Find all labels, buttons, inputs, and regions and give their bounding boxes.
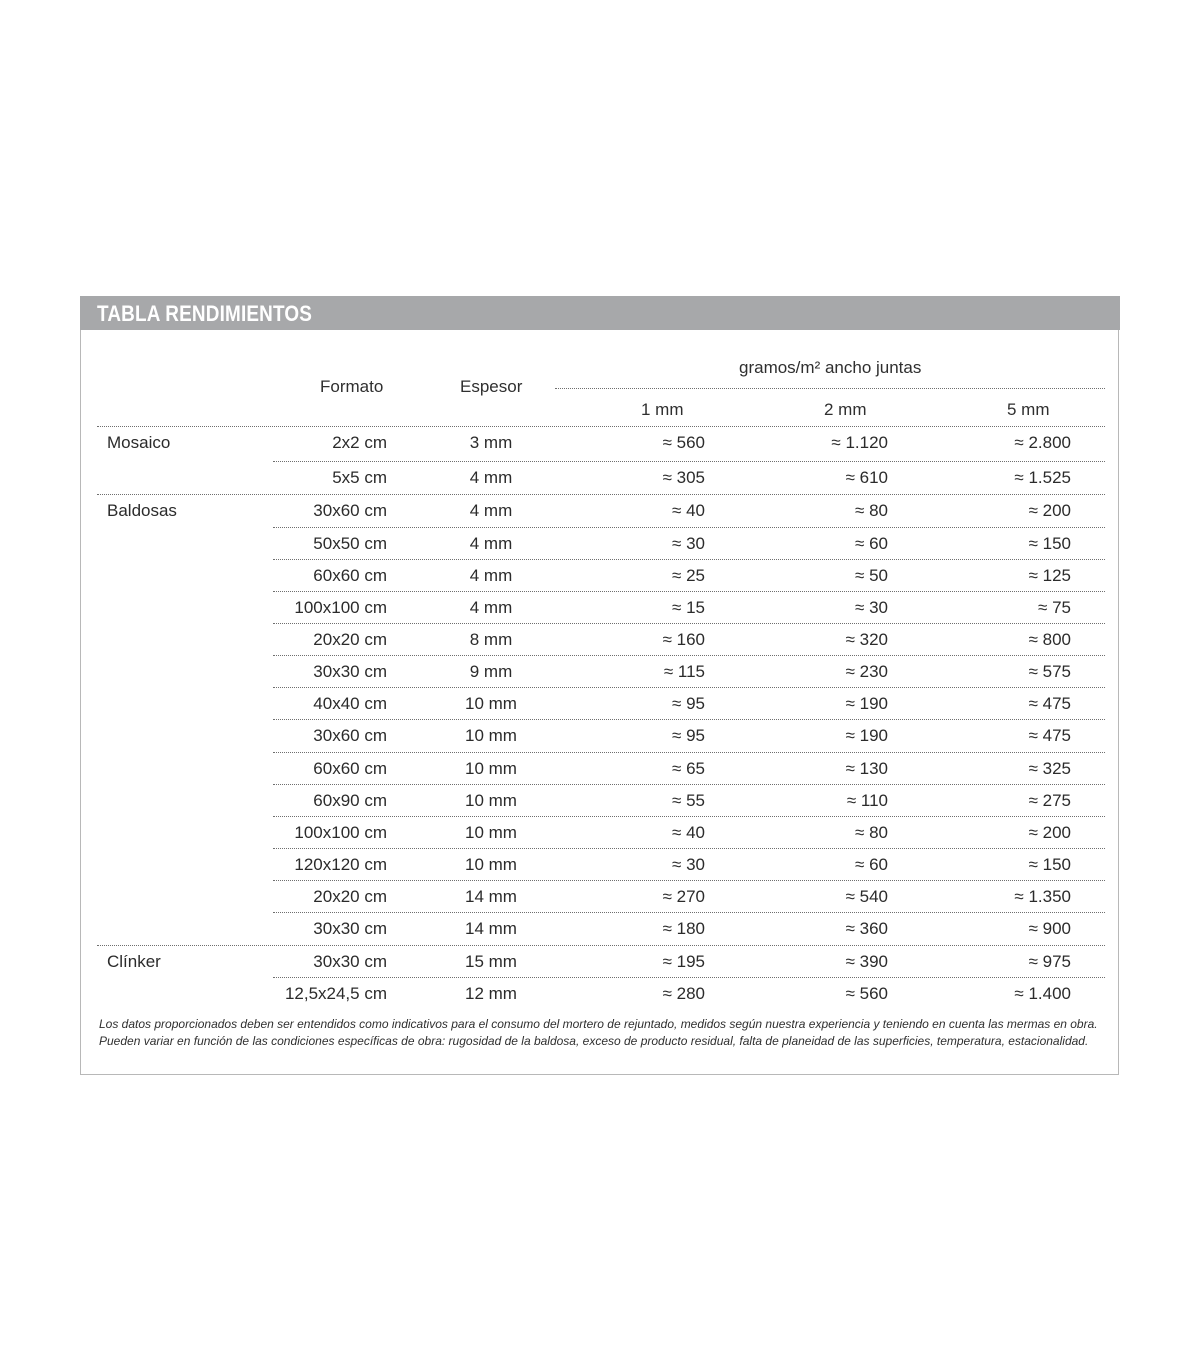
cell-1mm: ≈ 95 xyxy=(672,694,705,713)
cell-formato: 100x100 cm xyxy=(294,598,387,617)
cell-espesor: 4 mm xyxy=(469,566,513,585)
cell-2mm: ≈ 230 xyxy=(845,662,888,681)
header-col-5mm: 5 mm xyxy=(1007,400,1050,419)
cell-2mm: ≈ 320 xyxy=(845,630,888,649)
cell-2mm: ≈ 110 xyxy=(846,791,888,810)
cell-espesor: 10 mm xyxy=(465,823,517,842)
cell-2mm: ≈ 30 xyxy=(855,598,888,617)
cell-1mm: ≈ 40 xyxy=(672,501,705,520)
cell-formato: 60x60 cm xyxy=(313,759,387,778)
cell-espesor: 10 mm xyxy=(465,694,517,713)
row-divider xyxy=(273,816,1105,817)
cell-1mm: ≈ 305 xyxy=(662,468,705,487)
cell-espesor: 3 mm xyxy=(469,433,513,452)
cell-5mm: ≈ 1.525 xyxy=(1014,468,1071,487)
cell-formato: 30x30 cm xyxy=(313,662,387,681)
cell-1mm: ≈ 30 xyxy=(672,534,705,553)
cell-5mm: ≈ 275 xyxy=(1028,791,1071,810)
cell-espesor: 14 mm xyxy=(465,887,517,906)
cell-1mm: ≈ 30 xyxy=(672,855,705,874)
cell-2mm: ≈ 360 xyxy=(845,919,888,938)
cell-1mm: ≈ 25 xyxy=(672,566,705,585)
cell-espesor: 4 mm xyxy=(469,598,513,617)
header-espesor: Espesor xyxy=(460,377,523,396)
cell-5mm: ≈ 200 xyxy=(1028,501,1071,520)
cell-5mm: ≈ 975 xyxy=(1028,952,1071,971)
header-col-2mm: 2 mm xyxy=(824,400,867,419)
cell-5mm: ≈ 575 xyxy=(1028,662,1071,681)
cell-5mm: ≈ 800 xyxy=(1028,630,1071,649)
cell-5mm: ≈ 125 xyxy=(1028,566,1071,585)
row-divider xyxy=(273,912,1105,913)
row-divider xyxy=(273,848,1105,849)
cell-5mm: ≈ 2.800 xyxy=(1014,433,1071,452)
cell-5mm: ≈ 1.400 xyxy=(1014,984,1071,1003)
cell-espesor: 10 mm xyxy=(465,726,517,745)
cell-1mm: ≈ 560 xyxy=(662,433,705,452)
row-divider xyxy=(273,752,1105,753)
cell-1mm: ≈ 15 xyxy=(672,598,705,617)
cell-2mm: ≈ 80 xyxy=(855,823,888,842)
cell-espesor: 9 mm xyxy=(469,662,513,681)
row-divider xyxy=(273,623,1105,624)
cell-formato: 30x30 cm xyxy=(313,919,387,938)
row-divider xyxy=(273,880,1105,881)
table-footnote: Los datos proporcionados deben ser entendidos como indicativos para el consumo del mortero de rejuntado, medidos según nuestra experiencia y teniendo en cuenta las mermas en obra. Pueden variar en función de las condiciones específicas de obra: rugosidad de la baldosa, exceso de producto residual, falta de planeidad de las superficies, temperatura, estacionalidad. xyxy=(99,1017,1098,1048)
cell-1mm: ≈ 55 xyxy=(672,791,705,810)
cell-5mm: ≈ 325 xyxy=(1028,759,1071,778)
cell-espesor: 4 mm xyxy=(469,501,513,520)
cell-formato: 30x60 cm xyxy=(313,501,387,520)
cell-5mm: ≈ 900 xyxy=(1028,919,1071,938)
group-label: Mosaico xyxy=(107,433,171,452)
cell-5mm: ≈ 200 xyxy=(1028,823,1071,842)
cell-1mm: ≈ 65 xyxy=(672,759,705,778)
cell-formato: 2x2 cm xyxy=(332,433,387,452)
cell-espesor: 10 mm xyxy=(465,759,517,778)
cell-1mm: ≈ 95 xyxy=(672,726,705,745)
cell-2mm: ≈ 540 xyxy=(845,887,888,906)
row-divider xyxy=(273,719,1105,720)
cell-2mm: ≈ 80 xyxy=(855,501,888,520)
cell-formato: 60x60 cm xyxy=(313,566,387,585)
cell-espesor: 14 mm xyxy=(465,919,517,938)
cell-5mm: ≈ 75 xyxy=(1038,598,1071,617)
cell-5mm: ≈ 1.350 xyxy=(1014,887,1071,906)
cell-5mm: ≈ 475 xyxy=(1028,726,1071,745)
cell-formato: 100x100 cm xyxy=(294,823,387,842)
cell-2mm: ≈ 1.120 xyxy=(831,433,888,452)
cell-espesor: 8 mm xyxy=(469,630,513,649)
cell-5mm: ≈ 150 xyxy=(1028,534,1071,553)
cell-2mm: ≈ 190 xyxy=(845,726,888,745)
header-formato: Formato xyxy=(320,377,384,396)
cell-formato: 40x40 cm xyxy=(313,694,387,713)
cell-2mm: ≈ 560 xyxy=(845,984,888,1003)
cell-1mm: ≈ 280 xyxy=(662,984,705,1003)
cell-2mm: ≈ 130 xyxy=(845,759,888,778)
cell-espesor: 10 mm xyxy=(465,791,517,810)
cell-formato: 30x60 cm xyxy=(313,726,387,745)
header-col-1mm: 1 mm xyxy=(641,400,684,419)
cell-1mm: ≈ 270 xyxy=(662,887,705,906)
row-divider xyxy=(273,977,1105,978)
cell-formato: 20x20 cm xyxy=(313,630,387,649)
cell-formato: 120x120 cm xyxy=(294,855,387,874)
row-divider xyxy=(273,527,1105,528)
row-divider xyxy=(273,559,1105,560)
header-divider xyxy=(555,388,1105,389)
cell-2mm: ≈ 610 xyxy=(845,468,888,487)
cell-2mm: ≈ 50 xyxy=(855,566,888,585)
cell-1mm: ≈ 160 xyxy=(662,630,705,649)
group-divider xyxy=(97,426,1105,427)
cell-2mm: ≈ 60 xyxy=(855,534,888,553)
group-divider xyxy=(97,494,1105,495)
cell-espesor: 4 mm xyxy=(469,468,513,487)
group-divider xyxy=(97,945,1105,946)
table-title: TABLA RENDIMIENTOS xyxy=(97,301,313,326)
row-divider xyxy=(273,461,1105,462)
cell-1mm: ≈ 40 xyxy=(672,823,705,842)
cell-formato: 5x5 cm xyxy=(332,468,387,487)
row-divider xyxy=(273,687,1105,688)
cell-formato: 60x90 cm xyxy=(313,791,387,810)
cell-1mm: ≈ 180 xyxy=(662,919,705,938)
row-divider xyxy=(273,655,1105,656)
cell-formato: 20x20 cm xyxy=(313,887,387,906)
cell-5mm: ≈ 475 xyxy=(1028,694,1071,713)
cell-2mm: ≈ 190 xyxy=(845,694,888,713)
cell-formato: 50x50 cm xyxy=(313,534,387,553)
cell-formato: 30x30 cm xyxy=(313,952,387,971)
cell-2mm: ≈ 60 xyxy=(855,855,888,874)
cell-1mm: ≈ 195 xyxy=(662,952,705,971)
table-header-bar xyxy=(80,296,1120,330)
cell-2mm: ≈ 390 xyxy=(845,952,888,971)
header-group: gramos/m² ancho juntas xyxy=(739,358,922,377)
cell-5mm: ≈ 150 xyxy=(1028,855,1071,874)
cell-formato: 12,5x24,5 cm xyxy=(284,984,387,1003)
group-label: Clínker xyxy=(107,952,161,971)
cell-espesor: 12 mm xyxy=(465,984,517,1003)
cell-espesor: 15 mm xyxy=(465,952,517,971)
cell-espesor: 4 mm xyxy=(469,534,513,553)
cell-espesor: 10 mm xyxy=(465,855,517,874)
row-divider xyxy=(273,784,1105,785)
group-label: Baldosas xyxy=(107,501,177,520)
cell-1mm: ≈ 115 xyxy=(663,662,705,681)
row-divider xyxy=(273,591,1105,592)
